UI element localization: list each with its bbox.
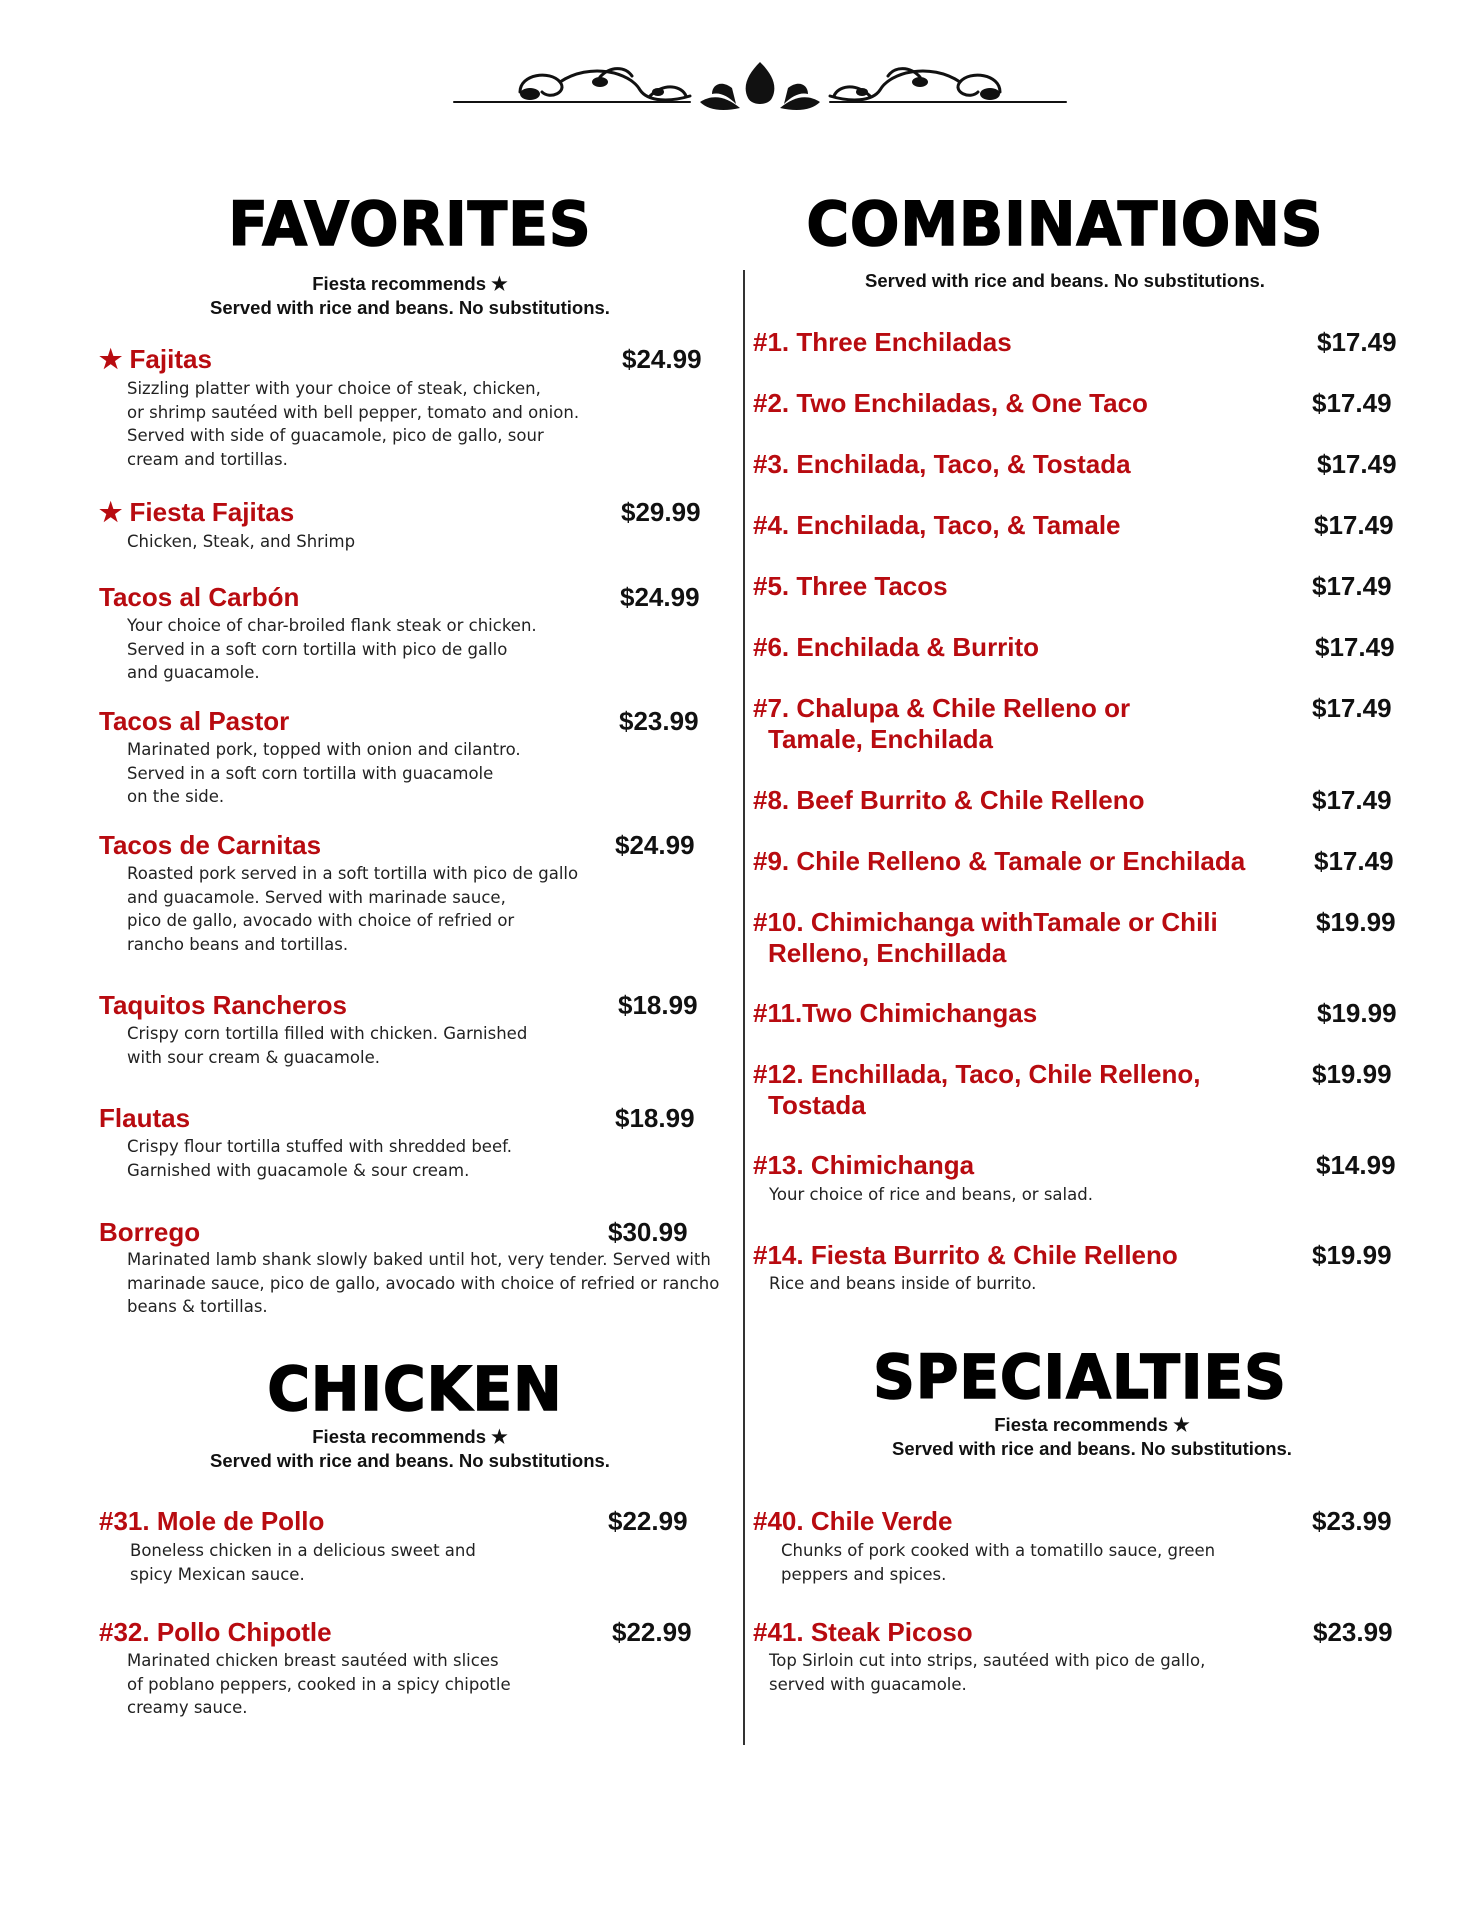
favorites-heading: FAVORITES: [228, 188, 592, 260]
item-name: #5. Three Tacos: [753, 571, 948, 601]
item-name: #6. Enchilada & Burrito: [753, 632, 1040, 662]
item-price: $19.99: [1312, 1240, 1392, 1270]
item-price: $24.99: [620, 582, 700, 612]
combinations-note: Served with rice and beans. No substitutions.: [865, 270, 1265, 291]
item-name: #7. Chalupa & Chile Relleno or Tamale, Enchilada: [753, 693, 1131, 754]
item-name: #10. Chimichanga withTamale or Chili Relleno, Enchillada: [753, 907, 1218, 968]
item-description: Top Sirloin cut into strips, sautéed with pico de gallo, served with guacamole.: [769, 1651, 1206, 1694]
item-description: Sizzling platter with your choice of steak, chicken, or shrimp sautéed with bell pepper, tomato and onion. Served with side of guacamole, pico de gallo, sour cream and tortillas.: [127, 379, 580, 469]
item-name: Tacos al Carbón: [99, 582, 300, 612]
item-price: $22.99: [608, 1506, 688, 1536]
item-name: #1. Three Enchiladas: [753, 327, 1012, 357]
item-name: Flautas: [99, 1103, 191, 1133]
item-price: $14.99: [1316, 1150, 1396, 1180]
combinations-heading: COMBINATIONS: [806, 188, 1324, 260]
item-price: $17.49: [1317, 449, 1397, 479]
item-name: #14. Fiesta Burrito & Chile Relleno: [753, 1240, 1178, 1270]
item-name: #32. Pollo Chipotle: [99, 1617, 332, 1647]
item-name: ★ Fajitas: [99, 344, 212, 374]
item-name: #31. Mole de Pollo: [99, 1506, 325, 1536]
item-name: Tacos al Pastor: [99, 706, 290, 736]
item-price: $17.49: [1312, 571, 1392, 601]
item-description: Marinated lamb shank slowly baked until hot, very tender. Served with marinade sauce, pico de gallo, avocado with choice of refried or rancho beans & tortillas.: [127, 1250, 720, 1316]
item-name: Taquitos Rancheros: [99, 990, 348, 1020]
ornamental-flourish-icon: [450, 52, 1070, 122]
item-price: $19.99: [1312, 1059, 1392, 1089]
item-name: Tacos de Carnitas: [99, 830, 322, 860]
item-name: #8. Beef Burrito & Chile Relleno: [753, 785, 1145, 815]
specialties-heading: SPECIALTIES: [873, 1341, 1287, 1413]
item-price: $17.49: [1312, 785, 1392, 815]
item-name: #13. Chimichanga: [753, 1150, 975, 1180]
chicken-heading: CHICKEN: [267, 1353, 563, 1425]
item-name: #9. Chile Relleno & Tamale or Enchilada: [753, 846, 1246, 876]
item-name: Borrego: [99, 1217, 201, 1247]
item-price: $30.99: [608, 1217, 688, 1247]
favorites-note: Fiesta recommends ★ Served with rice and beans. No substitutions.: [210, 273, 610, 318]
chicken-note: Fiesta recommends ★ Served with rice and beans. No substitutions.: [210, 1426, 610, 1471]
item-description: Rice and beans inside of burrito.: [769, 1274, 1037, 1293]
item-name: #4. Enchilada, Taco, & Tamale: [753, 510, 1121, 540]
item-price: $17.49: [1314, 510, 1394, 540]
item-price: $23.99: [619, 706, 699, 736]
item-price: $19.99: [1317, 998, 1397, 1028]
item-price: $19.99: [1316, 907, 1396, 937]
item-description: Crispy corn tortilla filled with chicken. Garnished with sour cream & guacamole.: [127, 1024, 528, 1067]
item-price: $17.49: [1312, 388, 1392, 418]
item-description: Crispy flour tortilla stuffed with shredded beef. Garnished with guacamole & sour cream.: [127, 1137, 512, 1180]
item-name: #2. Two Enchiladas, & One Taco: [753, 388, 1148, 418]
item-description: Boneless chicken in a delicious sweet and spicy Mexican sauce.: [130, 1541, 476, 1584]
item-description: Your choice of rice and beans, or salad.: [769, 1185, 1093, 1204]
item-price: $17.49: [1312, 693, 1392, 723]
item-price: $24.99: [615, 830, 695, 860]
item-price: $18.99: [618, 990, 698, 1020]
item-name: #12. Enchillada, Taco, Chile Relleno, Tostada: [753, 1059, 1201, 1120]
item-name: ★ Fiesta Fajitas: [99, 497, 295, 527]
item-price: $23.99: [1312, 1506, 1392, 1536]
item-description: Roasted pork served in a soft tortilla with pico de gallo and guacamole. Served with marinade sauce, pico de gallo, avocado with choice of refried or rancho beans and tortillas.: [127, 864, 579, 954]
item-price: $17.49: [1317, 327, 1397, 357]
item-price: $29.99: [621, 497, 701, 527]
item-price: $23.99: [1313, 1617, 1393, 1647]
item-price: $18.99: [615, 1103, 695, 1133]
item-price: $17.49: [1314, 846, 1394, 876]
item-price: $22.99: [612, 1617, 692, 1647]
column-divider: [743, 270, 745, 1745]
item-price: $24.99: [622, 344, 702, 374]
item-description: Your choice of char-broiled flank steak or chicken. Served in a soft corn tortilla with pico de gallo and guacamole.: [127, 616, 537, 682]
specialties-note: Fiesta recommends ★ Served with rice and beans. No substitutions.: [892, 1414, 1292, 1459]
item-description: Marinated pork, topped with onion and cilantro. Served in a soft corn tortilla with guacamole on the side.: [127, 740, 521, 806]
item-description: Chicken, Steak, and Shrimp: [127, 532, 356, 551]
item-name: #11.Two Chimichangas: [753, 998, 1038, 1028]
item-name: #40. Chile Verde: [753, 1506, 953, 1536]
item-name: #3. Enchilada, Taco, & Tostada: [753, 449, 1131, 479]
item-description: Marinated chicken breast sautéed with slices of poblano peppers, cooked in a spicy chipotle creamy sauce.: [127, 1651, 511, 1717]
item-price: $17.49: [1315, 632, 1395, 662]
item-description: Chunks of pork cooked with a tomatillo sauce, green peppers and spices.: [781, 1541, 1216, 1584]
item-name: #41. Steak Picoso: [753, 1617, 973, 1647]
